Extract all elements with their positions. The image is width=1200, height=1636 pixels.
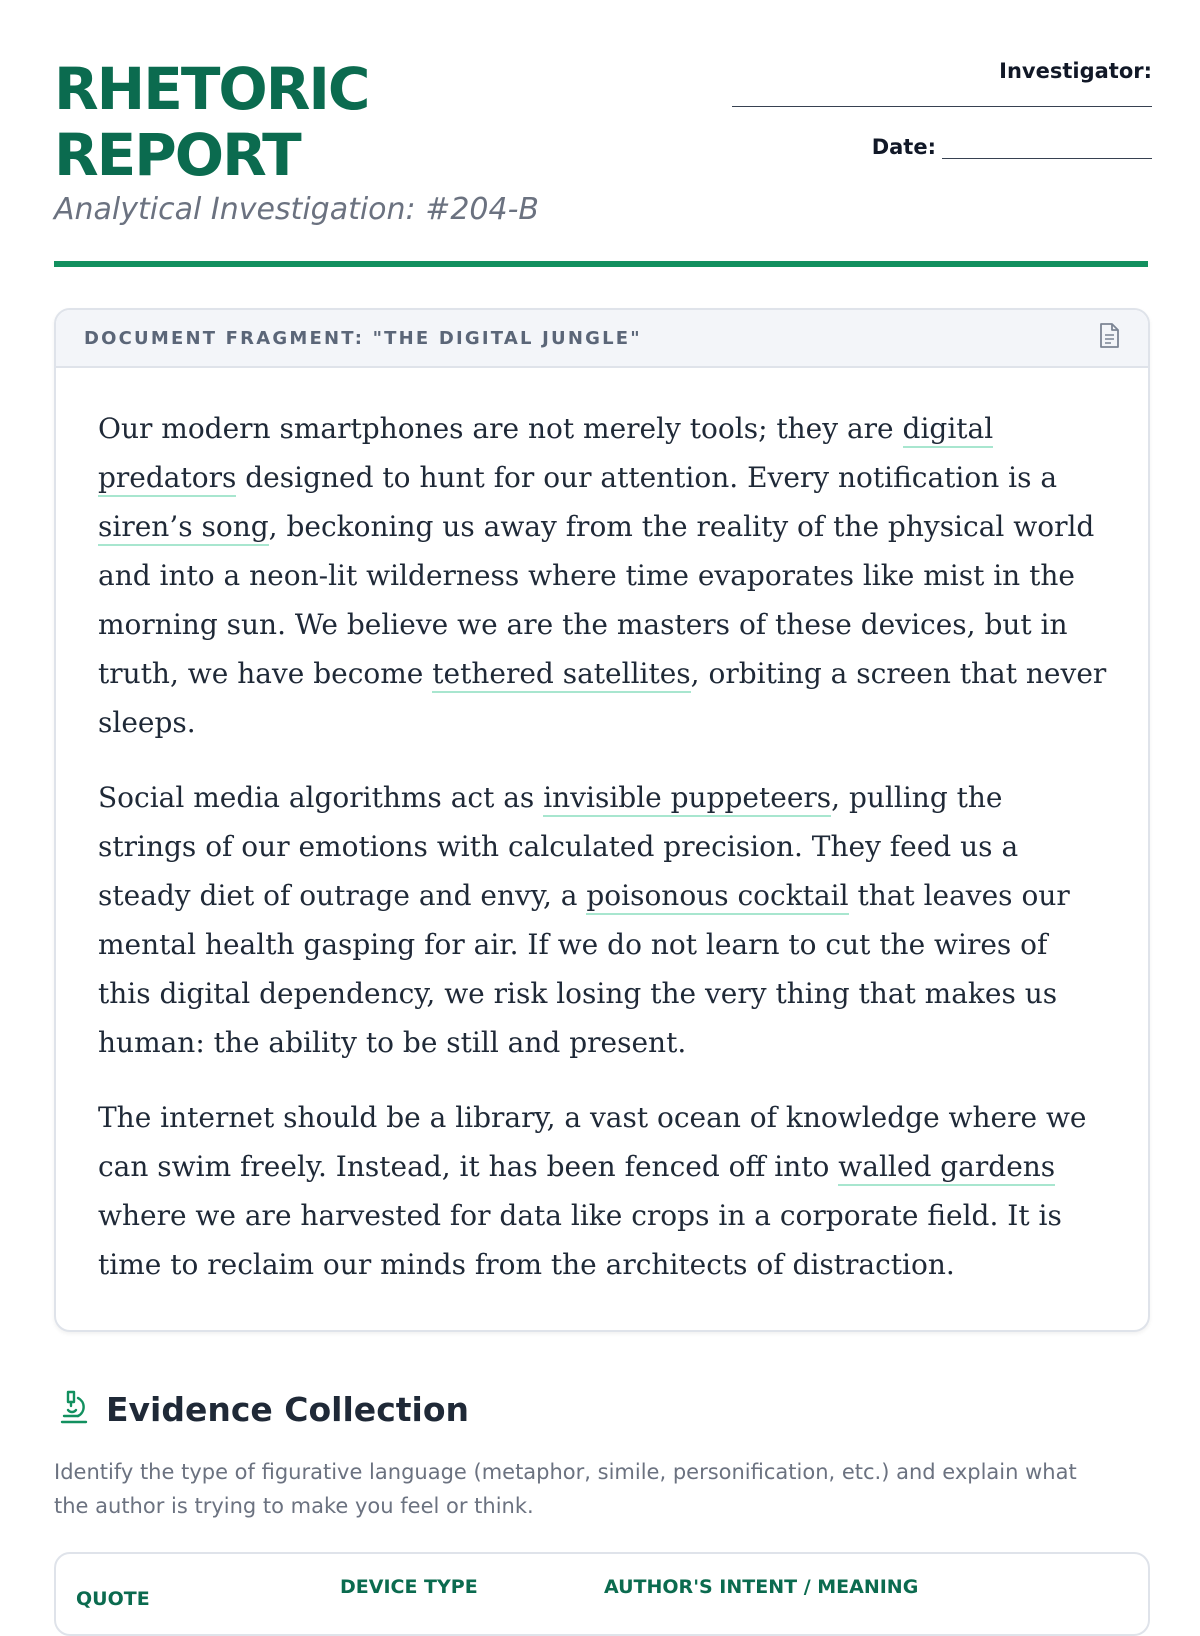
date-blank-line[interactable] (942, 138, 1152, 159)
evidence-table (54, 1552, 1150, 1636)
evidence-instructions: Identify the type of figurative language (metaphor, simile, personification, etc.) and explain what the author is trying to make you feel or think. (54, 1460, 1077, 1518)
paragraph-text: where we are harvested for data like crops in a corporate field. It is time to reclaim our minds from the architects of distraction. (98, 1199, 1062, 1281)
highlighted-phrase: poisonous cocktail (586, 879, 848, 915)
highlighted-phrase: walled gardens (838, 1150, 1055, 1186)
microscope-icon (54, 1388, 92, 1431)
document-icon (1098, 323, 1120, 354)
title-line-1: RHETORIC (54, 55, 369, 123)
column-header-quote: QUOTE (76, 1588, 150, 1610)
document-fragment-card (54, 308, 1150, 1332)
page-subtitle: Analytical Investigation: #204-B (54, 192, 539, 227)
fragment-header (56, 310, 1148, 368)
paragraph-text: Social media algorithms act as (98, 781, 544, 814)
paragraph-text: , pulling the strings of our emotions with calculated precision. They feed us a steady diet of outrage and envy, a (98, 781, 1019, 912)
investigator-blank-line[interactable] (732, 92, 1152, 107)
highlighted-phrase: tethered satellites (432, 657, 690, 693)
paragraph-text: Our modern smartphones are not merely tools; they are (98, 412, 903, 445)
fragment-title: DOCUMENT FRAGMENT: "THE DIGITAL JUNGLE" (84, 327, 642, 349)
evidence-title: Evidence Collection (106, 1390, 469, 1429)
student-info (722, 56, 1152, 159)
paragraph-text: that leaves our mental health gasping for air. If we do not learn to cut the wires of this digital dependency, we risk losing the very thing that makes us human: the ability to be still and present. (98, 879, 1070, 1059)
paragraph-text: , orbiting a screen that never sleeps. (98, 657, 1107, 739)
title-block (54, 56, 539, 227)
date-label: Date: (871, 135, 936, 159)
column-header-intent: AUTHOR'S INTENT / MEANING (604, 1576, 919, 1598)
paragraph-text: The internet should be a library, a vast ocean of knowledge where we can swim freely. Instead, it has been fenced off into (98, 1101, 1087, 1183)
page-title (54, 56, 539, 188)
column-header-device-type: DEVICE TYPE (340, 1576, 478, 1598)
fragment-paragraph (98, 404, 1108, 747)
investigator-label: Investigator: (999, 59, 1152, 83)
header-divider (54, 261, 1148, 267)
title-line-2: REPORT (54, 121, 300, 189)
fragment-paragraph (98, 773, 1108, 1067)
fragment-body (56, 368, 1148, 1289)
paragraph-text: designed to hunt for our attention. Every notification is a (236, 461, 1058, 494)
highlighted-phrase: siren’s song (98, 510, 269, 546)
fragment-paragraph (98, 1093, 1108, 1289)
paragraph-text: , beckoning us away from the reality of the physical world and into a neon-lit wilderness where time evaporates like mist in the morning sun. We believe we are the masters of these devices, but in truth, we have become (98, 510, 1095, 690)
evidence-section (54, 1388, 1148, 1523)
highlighted-phrase: digital predators (98, 412, 993, 497)
highlighted-phrase: invisible puppeteers (543, 781, 831, 817)
